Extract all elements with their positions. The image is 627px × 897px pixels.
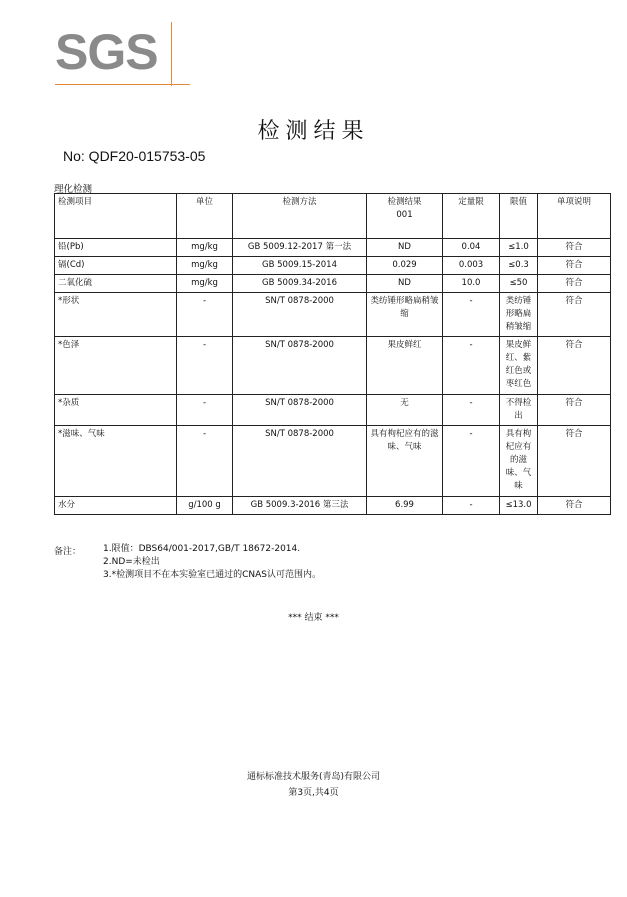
- cell-loq: -: [443, 497, 500, 515]
- table-row: [55, 239, 611, 257]
- section-title: 理化检测: [54, 184, 93, 195]
- cell-unit: mg/kg: [177, 257, 233, 275]
- page-title: 检测结果: [257, 119, 370, 144]
- table-row: [55, 275, 611, 293]
- cell-loq: -: [443, 337, 500, 395]
- table-row: [55, 337, 611, 395]
- header-item: 检测项目: [55, 194, 177, 239]
- footer-page-number: 第3页,共4页: [288, 788, 339, 798]
- cell-method: SN/T 0878-2000: [233, 426, 367, 497]
- cell-result: 无: [367, 395, 443, 426]
- cell-verdict: 符合: [538, 337, 611, 395]
- cell-method: GB 5009.15-2014: [233, 257, 367, 275]
- header-limit: 限值: [500, 194, 538, 239]
- cell-limit: ≤1.0: [500, 239, 538, 257]
- cell-method: SN/T 0878-2000: [233, 337, 367, 395]
- cell-result: 类纺锤形略扁稍皱缩: [367, 293, 443, 337]
- cell-verdict: 符合: [538, 257, 611, 275]
- logo-vertical-rule: [171, 22, 172, 86]
- header-result: [367, 194, 443, 239]
- cell-result: 6.99: [367, 497, 443, 515]
- table-row: [55, 497, 611, 515]
- note-line: 2.ND=未检出: [103, 557, 160, 567]
- header-verdict: 单项说明: [538, 194, 611, 239]
- footer-company: 通标标准技术服务(青岛)有限公司: [246, 772, 381, 782]
- sgs-logo: [55, 22, 190, 84]
- cell-limit: 不得检出: [500, 395, 538, 426]
- cell-loq: 0.003: [443, 257, 500, 275]
- cell-method: GB 5009.12-2017 第一法: [233, 239, 367, 257]
- cell-loq: -: [443, 293, 500, 337]
- logo-text: SGS: [55, 24, 158, 80]
- cell-verdict: 符合: [538, 497, 611, 515]
- logo-horizontal-rule: [55, 84, 190, 85]
- cell-limit: 类纺锤形略扁稍皱缩: [500, 293, 538, 337]
- note-line: 1.限值：DBS64/001-2017,GB/T 18672-2014.: [103, 544, 301, 554]
- cell-verdict: 符合: [538, 275, 611, 293]
- cell-item: 镉(Cd): [55, 257, 177, 275]
- cell-loq: 0.04: [443, 239, 500, 257]
- cell-unit: -: [177, 337, 233, 395]
- cell-limit: 具有枸杞应有的滋味、气味: [500, 426, 538, 497]
- note-line: 3.*检测项目不在本实验室已通过的CNAS认可范围内。: [103, 570, 321, 580]
- cell-verdict: 符合: [538, 395, 611, 426]
- cell-loq: 10.0: [443, 275, 500, 293]
- cell-method: GB 5009.3-2016 第三法: [233, 497, 367, 515]
- cell-unit: -: [177, 395, 233, 426]
- results-table: [54, 193, 611, 515]
- header-method: 检测方法: [233, 194, 367, 239]
- cell-verdict: 符合: [538, 239, 611, 257]
- report-number: No: QDF20-015753-05: [63, 148, 206, 164]
- cell-limit: 果皮鲜红、紫红色或枣红色: [500, 337, 538, 395]
- cell-limit: ≤0.3: [500, 257, 538, 275]
- table-header-row: [55, 194, 611, 239]
- end-of-results-mark: *** 结束 ***: [288, 613, 339, 623]
- cell-result: 0.029: [367, 257, 443, 275]
- table-row: [55, 395, 611, 426]
- cell-item: *色泽: [55, 337, 177, 395]
- cell-method: SN/T 0878-2000: [233, 395, 367, 426]
- table-row: [55, 426, 611, 497]
- header-unit: 单位: [177, 194, 233, 239]
- cell-item: 二氧化硫: [55, 275, 177, 293]
- cell-limit: ≤13.0: [500, 497, 538, 515]
- header-loq: 定量限: [443, 194, 500, 239]
- notes: [103, 543, 321, 582]
- cell-method: SN/T 0878-2000: [233, 293, 367, 337]
- header-result-sample-id: 001: [396, 210, 413, 220]
- cell-unit: mg/kg: [177, 239, 233, 257]
- notes-label: 备注：: [54, 547, 82, 557]
- cell-item: 水分: [55, 497, 177, 515]
- cell-item: *滋味、气味: [55, 426, 177, 497]
- cell-unit: -: [177, 293, 233, 337]
- cell-unit: mg/kg: [177, 275, 233, 293]
- cell-loq: -: [443, 395, 500, 426]
- cell-method: GB 5009.34-2016: [233, 275, 367, 293]
- cell-loq: -: [443, 426, 500, 497]
- cell-verdict: 符合: [538, 426, 611, 497]
- table-row: [55, 257, 611, 275]
- cell-result: 果皮鲜红: [367, 337, 443, 395]
- cell-unit: -: [177, 426, 233, 497]
- cell-result: 具有枸杞应有的滋味、气味: [367, 426, 443, 497]
- cell-verdict: 符合: [538, 293, 611, 337]
- cell-limit: ≤50: [500, 275, 538, 293]
- cell-unit: g/100 g: [177, 497, 233, 515]
- table-row: [55, 293, 611, 337]
- cell-item: *形状: [55, 293, 177, 337]
- cell-result: ND: [367, 239, 443, 257]
- header-result-label: 检测结果: [387, 197, 422, 207]
- cell-result: ND: [367, 275, 443, 293]
- cell-item: *杂质: [55, 395, 177, 426]
- cell-item: 铅(Pb): [55, 239, 177, 257]
